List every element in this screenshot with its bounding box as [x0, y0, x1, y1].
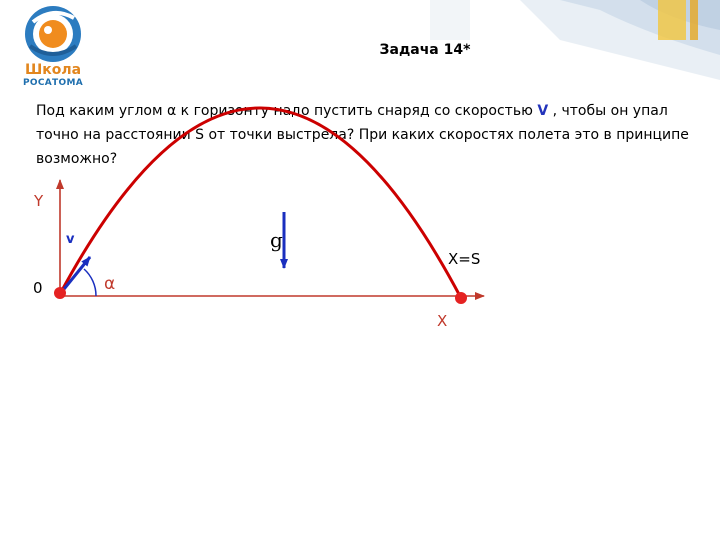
landing-point — [455, 292, 467, 304]
velocity-label: v — [66, 232, 75, 247]
landing-label: X=S — [448, 250, 481, 268]
logo-text-school: Школа — [24, 62, 82, 78]
x-axis-label: X — [437, 312, 448, 330]
angle-label: α — [104, 274, 116, 294]
trajectory-curve — [60, 108, 461, 298]
logo-text-rosatom: РОСАТОМА — [23, 78, 83, 88]
angle-arc — [84, 269, 96, 296]
task-title: Задача 14* — [379, 42, 471, 58]
y-axis-label: Y — [34, 192, 44, 210]
velocity-arrow — [60, 257, 90, 294]
gravity-label: g — [270, 228, 283, 252]
velocity-symbol: V — [537, 103, 549, 119]
problem-text-part2: , чтобы он упал точно на расстоянии S от точки выстрела? При каких скоростях полета это в принципе возможно? — [36, 103, 689, 167]
launch-point — [54, 287, 66, 299]
origin-label: 0 — [33, 279, 43, 297]
problem-text-part1: Под каким углом α к горизонту надо пустить снаряд со скоростью — [36, 103, 538, 119]
